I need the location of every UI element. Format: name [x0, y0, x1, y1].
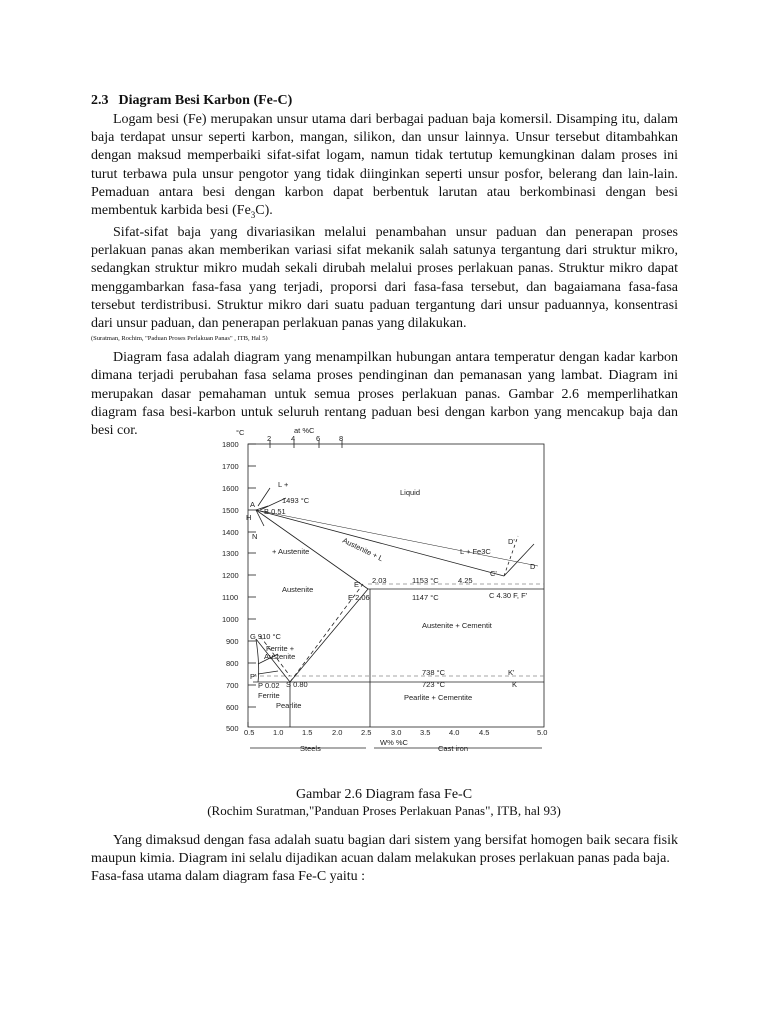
- label-n: N: [252, 532, 258, 541]
- x-tick: 4.0: [449, 728, 460, 737]
- y-unit-label: °C: [236, 428, 245, 437]
- document-body: [91, 92, 678, 440]
- document-body-continued: [91, 832, 678, 887]
- x-tick: 1.0: [273, 728, 284, 737]
- figure-caption: Gambar 2.6 Diagram fasa Fe-C: [295, 787, 473, 802]
- x-tick: 4.5: [479, 728, 490, 737]
- label-e-2-06: E 2.06: [348, 593, 370, 602]
- label-p-prime: P': [250, 672, 257, 681]
- label-ferrite-austenite: Ferrite +: [266, 644, 295, 653]
- label-1153: 1153 °C: [412, 576, 439, 585]
- label-723: 723 °C: [422, 680, 446, 689]
- label-p-0-02: P 0.02: [258, 681, 280, 690]
- x-tick: 3.5: [420, 728, 431, 737]
- label-ferrite-austenite-2: Austenite: [264, 652, 296, 661]
- citation-1: (Suratman, Rochim, "Paduan Proses Perlakuan Panas" , ITB, Hal 5): [91, 335, 268, 343]
- x-tick: 0.5: [244, 728, 255, 737]
- y-tick: 1500: [222, 506, 239, 515]
- acm-line: [290, 589, 368, 682]
- label-pearlite-cementite: Pearlite + Cementite: [404, 693, 473, 702]
- label-c-prime: C': [490, 569, 497, 578]
- label-pearlite: Pearlite: [276, 701, 302, 710]
- label-ferrite: Ferrite: [258, 691, 280, 700]
- x-tick: 3.0: [391, 728, 402, 737]
- label-1493: 1493 °C: [282, 496, 310, 505]
- label-b: B 0.51: [264, 507, 286, 516]
- label-2-03: 2.03: [372, 576, 387, 585]
- label-s-0-80: S 0.80: [286, 680, 308, 689]
- y-tick: 600: [226, 703, 239, 712]
- label-l-plus: L +: [278, 480, 289, 489]
- y-tick: 1200: [222, 571, 239, 580]
- label-d: D: [530, 562, 536, 571]
- liquidus-line: [256, 510, 504, 576]
- label-1147: 1147 °C: [412, 593, 439, 602]
- section-title: Diagram Besi Karbon (Fe-C): [118, 93, 293, 108]
- x-tick: 2.0: [332, 728, 343, 737]
- top-tick-8: 8: [339, 434, 344, 443]
- paragraph-5: Fasa-fasa utama dalam diagram fasa Fe-C yaitu :: [91, 869, 366, 885]
- section-number: 2.3: [91, 93, 109, 108]
- paragraph-1: Logam besi (Fe) merupakan unsur utama dari berbagai paduan baja komersil. Disamping itu, dalam baja terdapat unsur seperti karbon, mangan, silikon, dan unsur lainnya. Unsur tersebut ditambahkan dengan maksud memperbaiki sifat-sifat logam, namun tidak tertutup kemungkinan dalam proses ini turut terbawa pula unsur pengotor yang tidak diinginkan seperti unsur posfor, belerang dan lain-lain. Pemaduan antara besi dengan karbon dapat berbentuk larutan atau berkombinasi dengan besi membentuk karbida besi $(Fe_3C)$.: [91, 112, 678, 220]
- paragraph-3: Diagram fasa adalah diagram yang menampilkan hubungan antara temperatur dengan kadar karbon dimana terjadi perubahan fasa selama proses pendinginan dan pemanasan yang lambat. Diagram ini merupakan dasar pemahaman untuk semua proses perlakuan panas. Gambar 2.6 memperlihatkan diagram fasa besi-karbon untuk seluruh rentang paduan besi dengan karbon yang mencakup baja dan besi cor.: [91, 350, 678, 439]
- y-tick: 1400: [222, 528, 239, 537]
- y-tick: 1800: [222, 440, 239, 449]
- figure-source: (Rochim Suratman,"Panduan Proses Perlakuan Panas", ITB, hal 93): [207, 803, 561, 818]
- y-tick: 1600: [222, 484, 239, 493]
- y-tick: 1700: [222, 462, 239, 471]
- fe-c-phase-diagram: [208, 426, 553, 756]
- x-tick: 5.0: [537, 728, 548, 737]
- cast-iron-label: Cast iron: [438, 744, 469, 753]
- x-tick: 1.5: [302, 728, 313, 737]
- y-tick: 900: [226, 637, 239, 646]
- paragraph-4: Yang dimaksud dengan fasa adalah suatu bagian dari sistem yang bersifat homogen baik secara fisik maupun kimia. Diagram ini selalu dijadikan acuan dalam melakukan proses perlakuan panas pada baja.: [91, 833, 678, 867]
- label-d-prime: D': [508, 537, 515, 546]
- phase-diagram-figure: [208, 426, 553, 756]
- y-tick: 1000: [222, 615, 239, 624]
- label-k: K: [512, 680, 518, 689]
- label-h: H: [246, 513, 252, 522]
- label-e-prime: E': [354, 580, 361, 589]
- label-k-prime: K': [508, 668, 515, 677]
- label-liquid: Liquid: [400, 488, 421, 497]
- top-unit-label: at %C: [294, 426, 315, 435]
- label-austenite-cementit: Austenite + Cementit: [422, 621, 492, 630]
- top-tick-6: 6: [316, 434, 321, 443]
- top-tick-4: 4: [291, 434, 296, 443]
- section-heading: [91, 92, 678, 110]
- label-austenite-l: Austenite + L: [341, 535, 385, 564]
- label-l-fe3c: L + Fe3C: [460, 547, 491, 556]
- label-austenite: Austenite: [282, 585, 314, 594]
- y-tick: 1300: [222, 549, 239, 558]
- label-c-4-30: C 4.30 F, F': [489, 591, 528, 600]
- y-tick: 800: [226, 659, 239, 668]
- y-tick: 1100: [222, 593, 239, 602]
- label-a: A: [250, 500, 256, 509]
- label-738: 738 °C: [422, 668, 446, 677]
- y-tick: 700: [226, 681, 239, 690]
- x-tick: 2.5: [361, 728, 372, 737]
- label-4-25: 4.25: [458, 576, 473, 585]
- top-tick-2: 2: [267, 434, 272, 443]
- label-g-910: G 910 °C: [250, 632, 281, 641]
- x-unit-label: W% %C: [380, 738, 408, 747]
- steels-label: Steels: [300, 744, 321, 753]
- paragraph-2: Sifat-sifat baja yang divariasikan melalui penambahan unsur paduan dan penerapan proses perlakuan panas akan memberikan variasi sifat mekanik salah satunya tergantung dari struktur mikro, sedangkan struktur mikro mudah sekali dirubah melalui proses perlakuan panas. Struktur mikro dapat menggambarkan fasa-fasa yang terjadi, proporsi dari fasa-fasa tersebut, dan bagaiamana fasa-fasa tersebut terdistribusi. Struktur mikro dari suatu paduan tergantung dari unsur paduannya, konsentrasi dari unsur paduan, dan penerapan perlakuan panas yang dilakukan.: [91, 225, 678, 332]
- label-plus-austenite: + Austenite: [272, 547, 310, 556]
- y-tick: 500: [226, 724, 239, 733]
